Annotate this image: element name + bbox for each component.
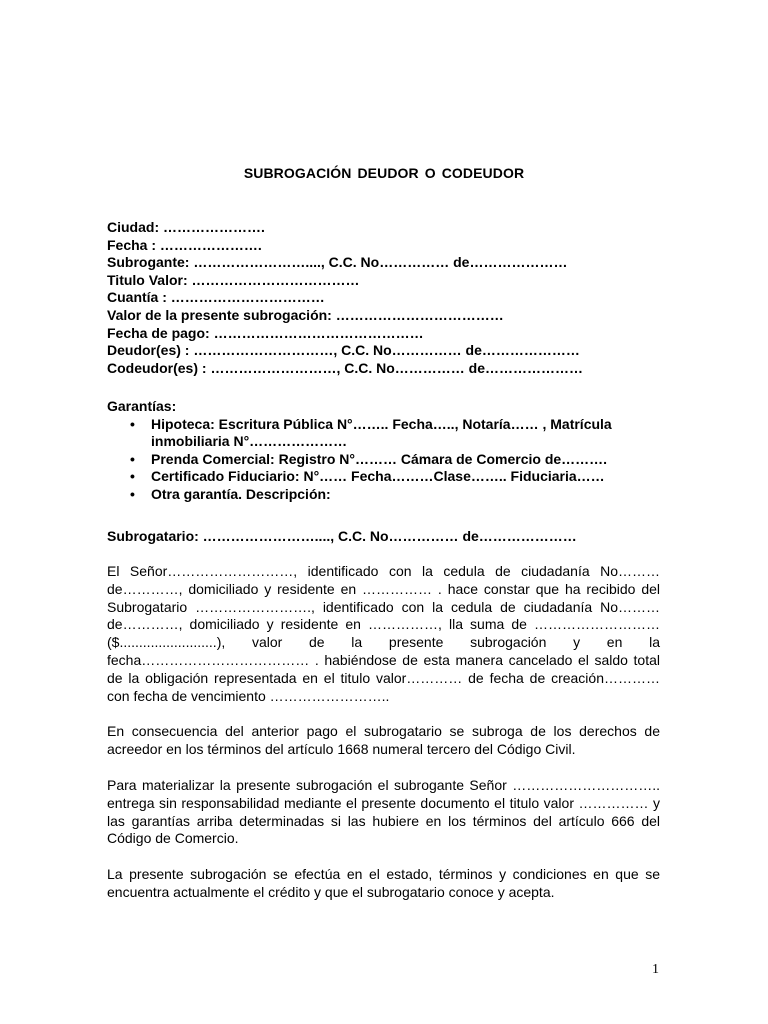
page-number: 1: [652, 962, 659, 977]
field-fecha: Fecha : ………………….: [107, 236, 262, 253]
guarantee-otra: Otra garantía. Descripción:: [151, 485, 331, 502]
document-title: SUBROGACIÓN DEUDOR O CODEUDOR: [243, 165, 525, 181]
guarantee-certificado: Certificado Fiduciario: N°…… Fecha………Clase…….. Fiduciaria……: [151, 468, 605, 485]
field-fecha-pago: Fecha de pago: ………………………………………: [107, 324, 424, 341]
paragraph-consecuencia: En consecuencia del anterior pago el subrogatario se subroga de los derechos de acreedor en los términos del artículo 1668 numeral tercero del Código Civil.: [107, 723, 660, 757]
list-item: [130, 415, 667, 451]
list-item: [130, 450, 667, 469]
field-subrogante: Subrogante: ……………………...., C.C. No…………… de…………………: [107, 254, 568, 271]
bullet-icon: •: [130, 485, 135, 502]
guarantee-hipoteca: Hipoteca: Escritura Pública N°…….. Fecha….., Notaría…… , Matrícula inmobiliaria N°…………………: [151, 415, 612, 450]
guarantee-prenda: Prenda Comercial: Registro N°……… Cámara de Comercio de……….: [151, 450, 608, 467]
paragraph-estado: La presente subrogación se efectúa en el estado, términos y condiciones en que se encuentra actualmente el crédito y que el subrogatario conoce y acepta.: [107, 866, 660, 900]
field-subrogatario: Subrogatario: ……………………...., C.C. No…………… de…………………: [107, 528, 577, 544]
paragraph-declaracion: El Señor………………………, identificado con la cedula de ciudadanía No………de…………, domiciliado y residente en …………… . hace constar que ha recibido del Subrogatario ……………………., identificado con la cedula de ciudadanía No………de…………, domiciliado y residente en ……………, lla suma de ……………………… ($.........................), valor de la presente subrogación y en la fecha……………………………… . habiéndose de esta manera cancelado el saldo total de la obligación representada en el titulo valor………… de fecha de creación………… con fecha de vencimiento ……………………..: [107, 563, 660, 704]
field-valor-subrogacion: Valor de la presente subrogación: ………………………………: [107, 306, 504, 323]
guarantees-list: [107, 416, 667, 504]
field-deudores: Deudor(es) : …………………………, C.C. No…………… de…………………: [107, 342, 580, 359]
bullet-icon: •: [130, 468, 135, 485]
field-cuantia: Cuantía : ……………………………: [107, 289, 325, 306]
field-codeudores: Codeudor(es) : ………………………, C.C. No…………… de…………………: [107, 359, 583, 376]
list-item: [130, 485, 667, 504]
field-ciudad: Ciudad: ………………….: [107, 219, 265, 235]
bullet-icon: •: [130, 415, 135, 432]
guarantees-heading: Garantías:: [107, 398, 177, 414]
guarantees-section: [107, 398, 667, 504]
field-titulo-valor: Titulo Valor: ………………………………: [107, 271, 360, 288]
header-fields: [107, 219, 667, 377]
paragraph-materializar: Para materializar la presente subrogación el subrogante Señor ………………………….. entrega sin responsabilidad mediante el presente documento el titulo valor …………… y las garantías arriba determinadas si las hubiere en los términos del artículo 666 del Código de Comercio.: [107, 777, 660, 847]
list-item: [130, 468, 667, 486]
bullet-icon: •: [130, 450, 135, 467]
